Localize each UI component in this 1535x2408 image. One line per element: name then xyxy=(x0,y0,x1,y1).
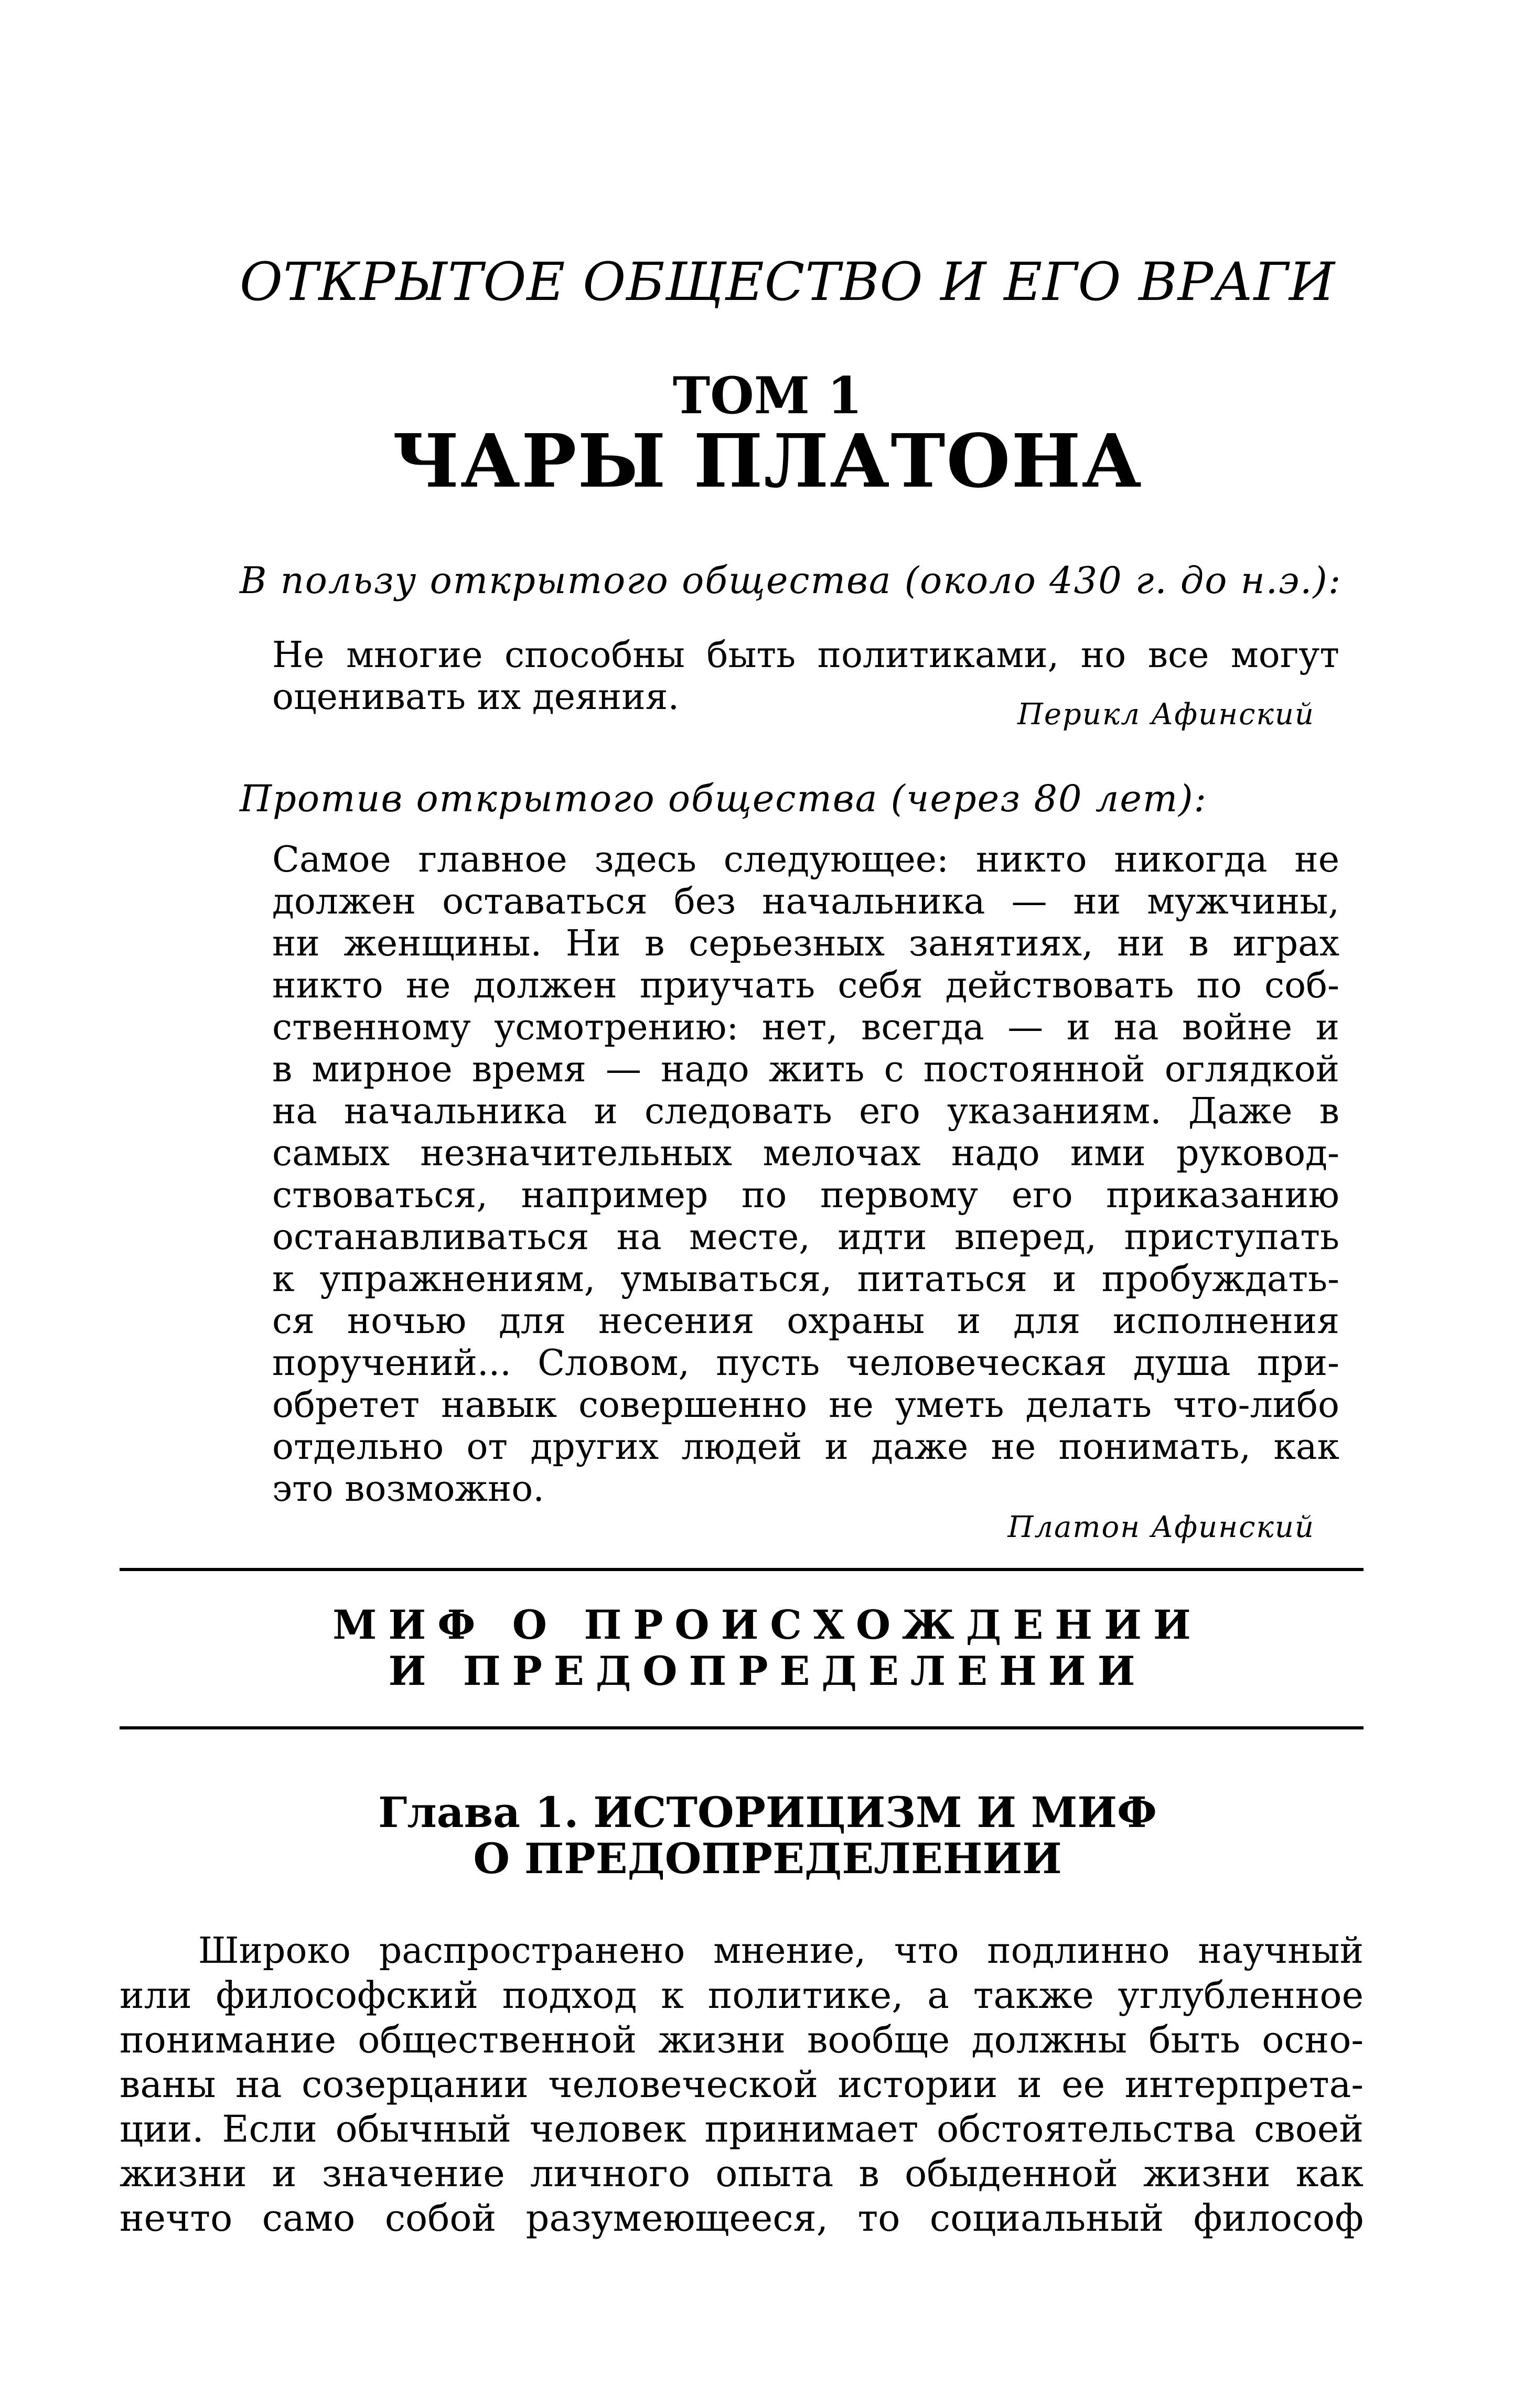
volume-title: ЧАРЫ ПЛАТОНА xyxy=(392,418,1143,504)
section-heading-line-1: МИФ О ПРОИСХОЖДЕНИИ xyxy=(332,1601,1203,1648)
body-line: Широко распространено мнение, что подлинно научный xyxy=(198,1930,1364,1972)
body-line: понимание общественной жизни вообще должны быть осно- xyxy=(120,2018,1364,2061)
quote-line: останавливаться на месте, идти вперед, приступать xyxy=(272,1217,1339,1258)
attribution-pericles: Перикл Афинский xyxy=(1017,697,1315,732)
quote-line: ственному усмотрению: нет, всегда — и на войне и xyxy=(272,1007,1339,1048)
quote-line: Самое главное здесь следующее: никто никогда не xyxy=(272,839,1339,880)
body-line: или философский подход к политике, а также углубленное xyxy=(120,1974,1364,2017)
quote-line: на начальника и следовать его указаниям. Даже в xyxy=(272,1091,1339,1132)
series-title: ОТКРЫТОЕ ОБЩЕСТВО И ЕГО ВРАГИ xyxy=(240,251,1336,313)
quote-line: Не многие способны быть политиками, но все могут xyxy=(272,635,1339,676)
quote-line: должен оставаться без начальника — ни мужчины, xyxy=(272,881,1339,922)
chapter-heading-line-1: Глава 1. ИСТОРИЦИЗМ И МИФ xyxy=(378,1788,1157,1837)
quote-line: это возможно. xyxy=(272,1468,544,1510)
quote-line: ни женщины. Ни в серьезных занятиях, ни в играх xyxy=(272,923,1339,964)
body-paragraph xyxy=(120,1929,1364,2241)
quote-line: ствоваться, например по первому его приказанию xyxy=(272,1175,1339,1216)
epigraph-quote-plato xyxy=(272,839,1339,1510)
body-line: жизни и значение личного опыта в обыденной жизни как xyxy=(120,2152,1364,2195)
chapter-heading-line-2: О ПРЕДОПРЕДЕЛЕНИИ xyxy=(473,1834,1062,1883)
quote-line: самых незначительных мелочах надо ими руковод- xyxy=(272,1133,1339,1174)
divider-top xyxy=(120,1568,1364,1571)
quote-line: к упражнениям, умываться, питаться и пробуждать- xyxy=(272,1259,1339,1300)
quote-line: отдельно от других людей и даже не понимать, как xyxy=(272,1426,1339,1468)
epigraph-heading-against: Против открытого общества (через 80 лет): xyxy=(240,777,1208,820)
attribution-plato: Платон Афинский xyxy=(1007,1510,1315,1544)
body-line: ваны на созерцании человеческой истории и ее интерпрета- xyxy=(120,2063,1364,2106)
quote-line: поручений... Словом, пусть человеческая душа при- xyxy=(272,1342,1339,1384)
epigraph-heading-for: В пользу открытого общества (около 430 г. до н.э.): xyxy=(240,559,1342,602)
quote-line: никто не должен приучать себя действовать по соб- xyxy=(272,965,1339,1006)
body-line: ции. Если обычный человек принимает обстоятельства своей xyxy=(120,2108,1364,2151)
quote-line: оценивать их деяния. xyxy=(272,676,680,718)
volume-number: ТОМ 1 xyxy=(672,366,863,425)
divider-bottom xyxy=(120,1726,1364,1729)
section-heading-line-2: И ПРЕДОПРЕДЕЛЕНИИ xyxy=(388,1648,1147,1694)
quote-line: в мирное время — надо жить с постоянной оглядкой xyxy=(272,1049,1339,1090)
quote-line: ся ночью для несения охраны и для исполнения xyxy=(272,1300,1339,1342)
quote-line: обретет навык совершенно не уметь делать что-либо xyxy=(272,1384,1339,1426)
body-line: нечто само собой разумеющееся, то социальный философ xyxy=(120,2197,1364,2240)
